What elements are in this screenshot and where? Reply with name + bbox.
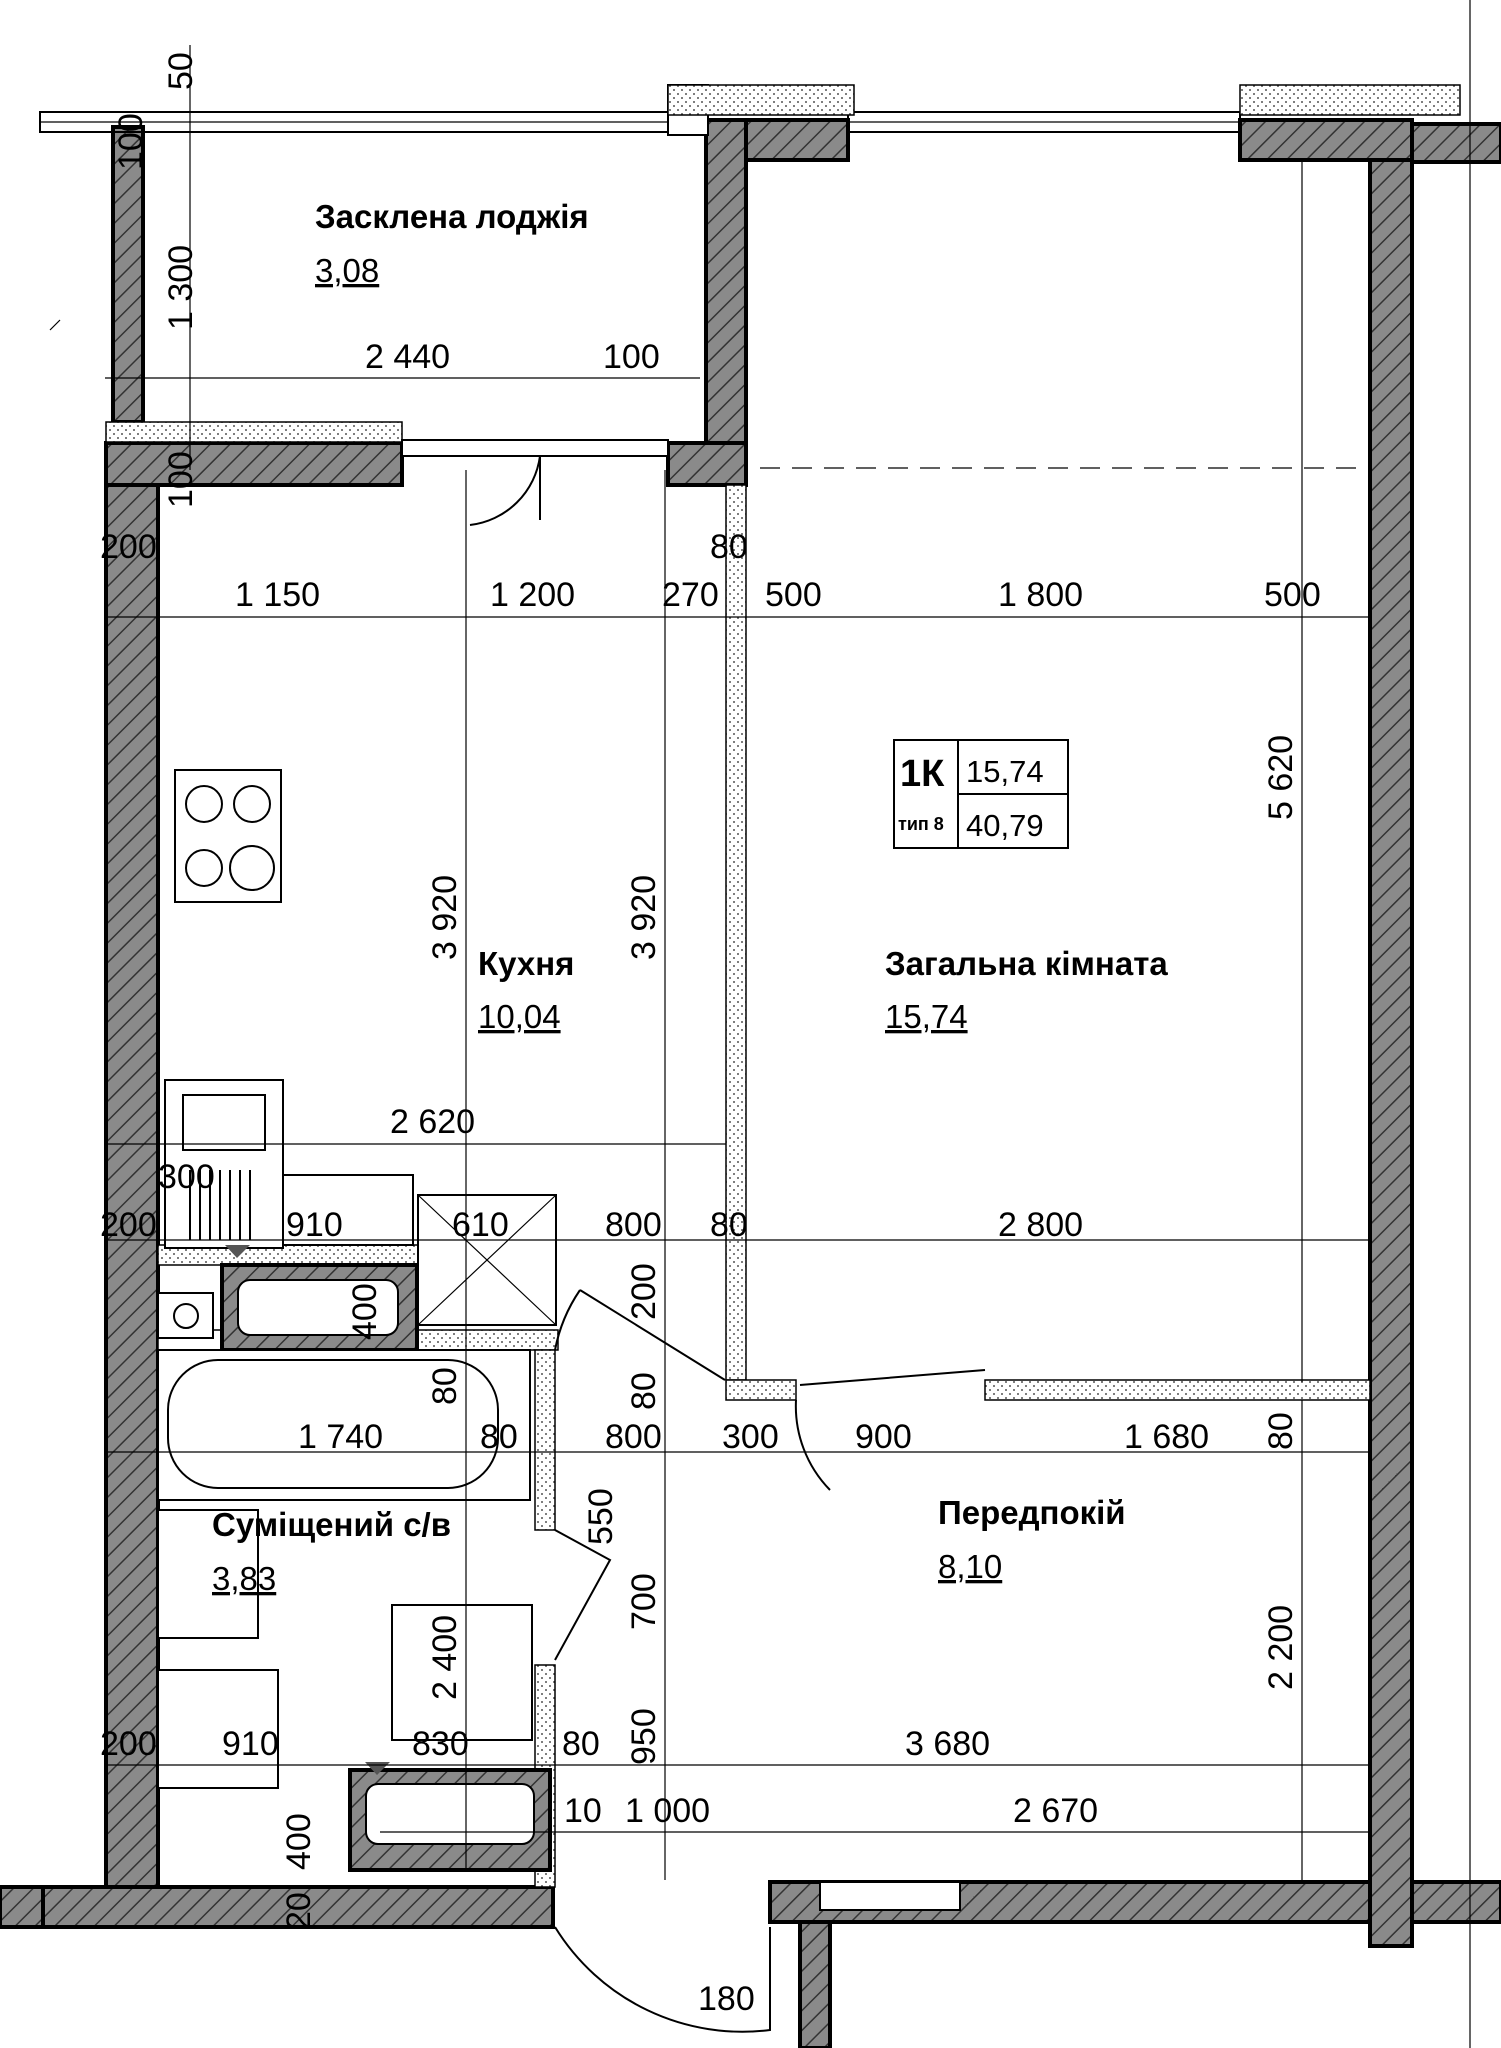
dim-200-bot: 200 — [100, 1725, 157, 1763]
dim-1680: 1 680 — [1124, 1418, 1210, 1456]
dim-200-top: 200 — [100, 528, 157, 566]
wall-right — [1370, 124, 1412, 1946]
dim-80-bath: 80 — [426, 1367, 464, 1405]
kitchen-area: 10,04 — [478, 998, 561, 1035]
wall-loggia-right — [706, 120, 746, 485]
dim-1150: 1 150 — [235, 576, 321, 614]
dim-50: 50 — [162, 52, 200, 90]
badge-subtype: тип 8 — [898, 814, 944, 834]
dim-180: 180 — [698, 1980, 755, 2018]
dim-1740: 1 740 — [298, 1418, 384, 1456]
wall-bottom-left-ext — [0, 1887, 43, 1927]
dim-950: 950 — [625, 1708, 663, 1765]
apartment-badge — [894, 740, 1068, 848]
dim-100-top: 100 — [112, 113, 150, 170]
loggia-name: Засклена лоджія — [315, 198, 589, 235]
wall-stair — [800, 1922, 830, 2048]
hall-name: Передпокій — [938, 1494, 1126, 1531]
dim-5620: 5 620 — [1262, 734, 1300, 820]
dim-100-left: 100 — [162, 451, 200, 508]
dim-1800: 1 800 — [998, 576, 1084, 614]
dim-1300: 1 300 — [162, 244, 200, 330]
wall-loggia-step — [668, 443, 746, 485]
badge-total-area: 40,79 — [966, 808, 1044, 843]
dim-2400: 2 400 — [426, 1614, 464, 1700]
badge-type: 1К — [900, 753, 945, 795]
dim-2200: 2 200 — [1262, 1604, 1300, 1690]
dim-400-top: 400 — [346, 1283, 384, 1340]
dim-700: 700 — [625, 1573, 663, 1630]
dim-900: 900 — [855, 1418, 912, 1456]
dim-1000: 1 000 — [625, 1792, 711, 1830]
wall-left — [106, 443, 158, 1887]
dim-2670: 2 670 — [1013, 1792, 1099, 1830]
meter-icon — [158, 1293, 213, 1338]
dim-800-mid: 800 — [605, 1206, 662, 1244]
living-room-area: 15,74 — [885, 998, 968, 1035]
dim-800-row: 800 — [605, 1418, 662, 1456]
dim-300: 300 — [158, 1158, 215, 1196]
dim-80-right: 80 — [1262, 1412, 1300, 1450]
wall-top-right — [1240, 120, 1412, 160]
dim-270: 270 — [662, 576, 719, 614]
dim-2800: 2 800 — [998, 1206, 1084, 1244]
bathroom-name: Суміщений с/в — [212, 1506, 452, 1543]
dim-2440: 2 440 — [365, 338, 451, 376]
dim-3920-mid: 3 920 — [625, 874, 663, 960]
stove-icon — [175, 770, 281, 902]
dim-610: 610 — [452, 1206, 509, 1244]
dim-3680: 3 680 — [905, 1725, 991, 1763]
dim-100-loggia: 100 — [603, 338, 660, 376]
hall-area: 8,10 — [938, 1548, 1003, 1585]
dim-500-left: 500 — [765, 576, 822, 614]
kitchen-name: Кухня — [478, 945, 575, 982]
dim-1200: 1 200 — [490, 576, 576, 614]
dim-400-bot: 400 — [280, 1813, 318, 1870]
dim-500-right: 500 — [1264, 576, 1321, 614]
dim-910-bot: 910 — [222, 1725, 279, 1763]
dim-2620: 2 620 — [390, 1103, 476, 1141]
wall-right-top-ext — [1412, 124, 1501, 162]
wall-kitchen-top — [106, 443, 402, 485]
dim-910-mid: 910 — [286, 1206, 343, 1244]
dim-10: 10 — [564, 1792, 602, 1830]
living-room-name: Загальна кімната — [885, 945, 1168, 982]
dim-200-vert: 200 — [625, 1263, 663, 1320]
wall-bottom-right-ext — [1412, 1882, 1501, 1922]
dim-80-row: 80 — [480, 1418, 518, 1456]
loggia-area: 3,08 — [315, 252, 380, 289]
dim-80-top: 80 — [710, 528, 748, 566]
dim-80-vert: 80 — [625, 1372, 663, 1410]
dim-550: 550 — [582, 1488, 620, 1545]
bathroom-area: 3,83 — [212, 1560, 277, 1597]
badge-living-area: 15,74 — [966, 754, 1044, 789]
dim-830: 830 — [412, 1725, 469, 1763]
dim-80-bot: 80 — [562, 1725, 600, 1763]
dim-20: 20 — [280, 1892, 318, 1930]
dim-3920-kitchen: 3 920 — [426, 874, 464, 960]
dim-300-row: 300 — [722, 1418, 779, 1456]
dim-200-mid: 200 — [100, 1206, 157, 1244]
heater-icon — [366, 1784, 534, 1844]
dim-80-mid: 80 — [710, 1206, 748, 1244]
